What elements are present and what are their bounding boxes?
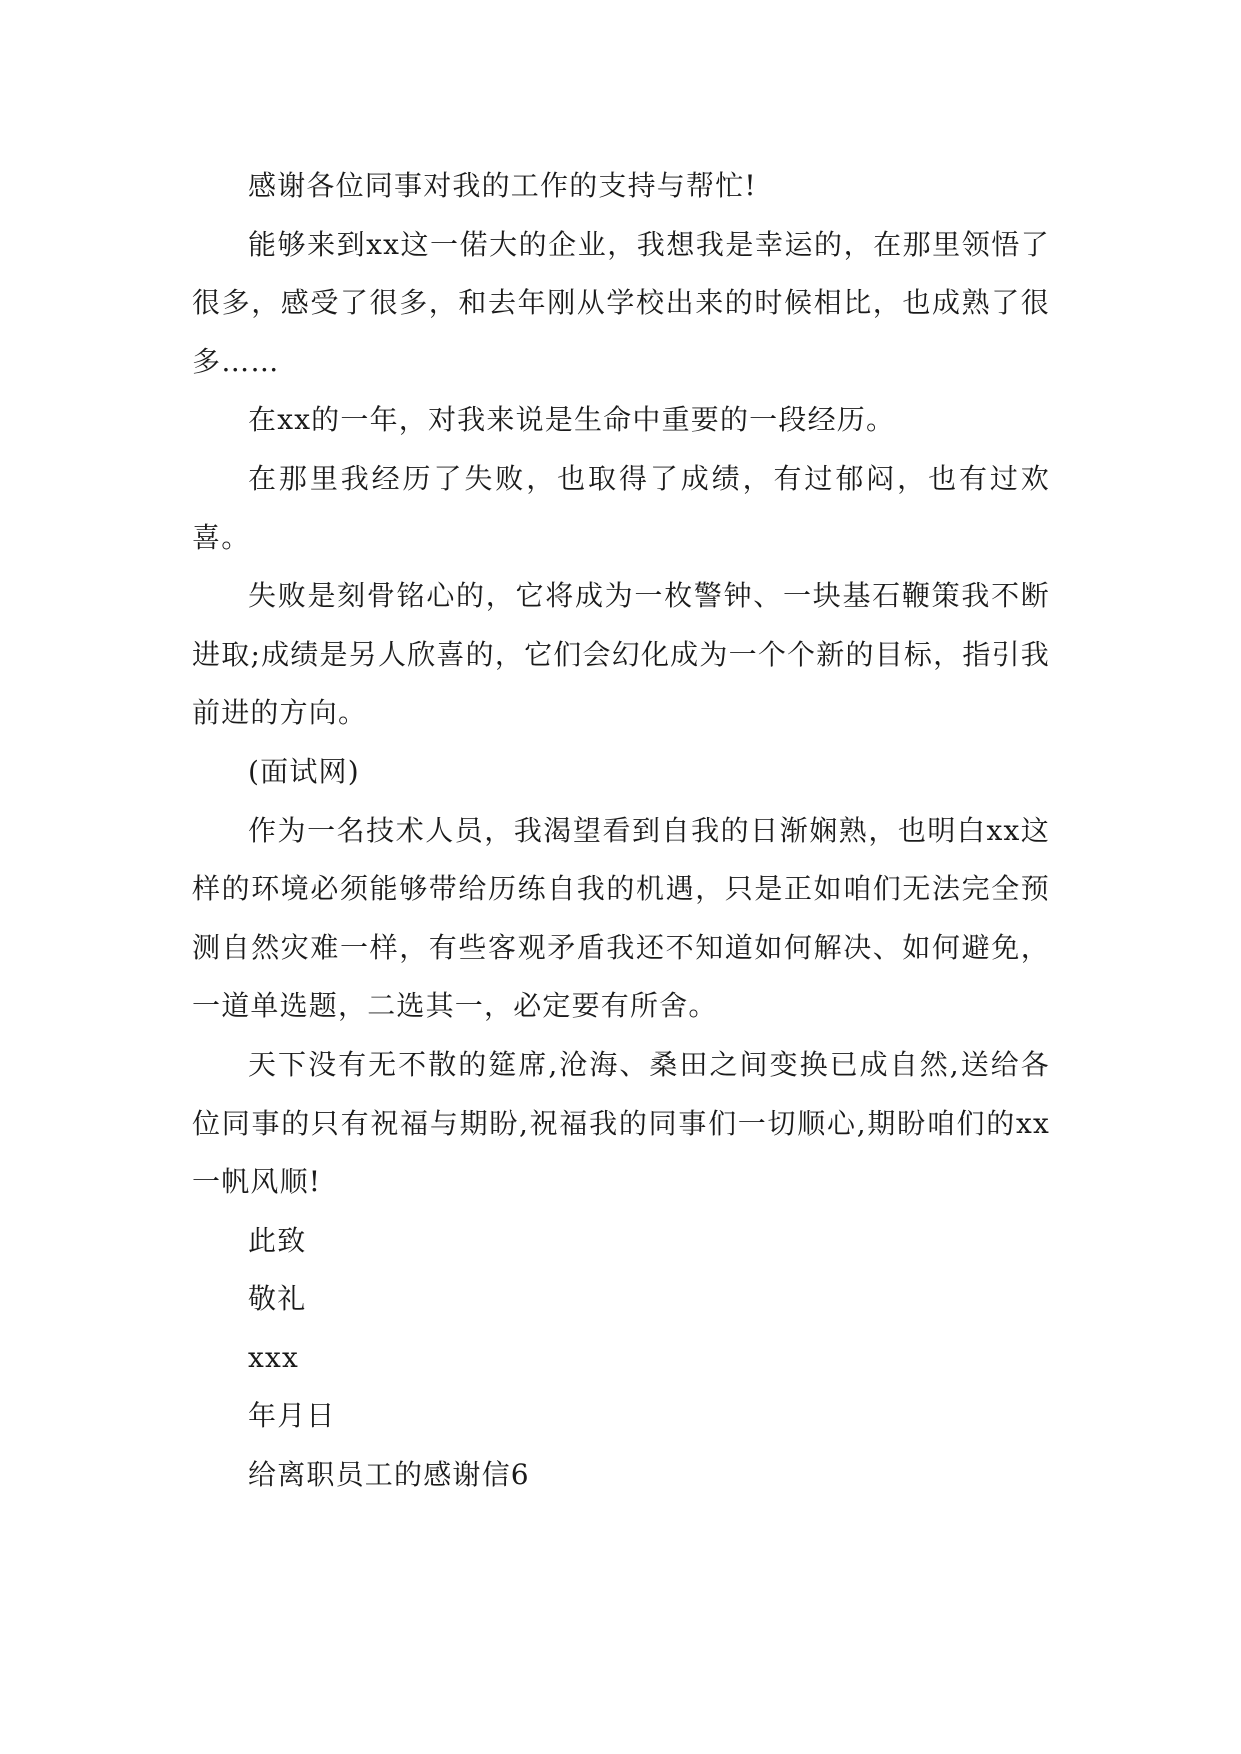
- paragraph-failure-success: 在那里我经历了失败，也取得了成绩，有过郁闷，也有过欢喜。: [192, 461, 1050, 554]
- closing-salutation-2: 敬礼: [248, 1282, 307, 1316]
- next-letter-heading: 给离职员工的感谢信6: [248, 1458, 530, 1492]
- paragraph-fortunate: 能够来到xx这一偌大的企业，我想我是幸运的，在那里领悟了很多，感受了很多，和去年刚从学校出来的时候相比，也成熟了很多……: [192, 227, 1050, 378]
- paragraph-technical-staff: 作为一名技术人员，我渴望看到自我的日渐娴熟，也明白xx这样的环境必须能够带给历练自我的机遇，只是正如咱们无法完全预测自然灾难一样，有些客观矛盾我还不知道如何解决、如何避免，一道单选题，二选其一，必定要有所舍。: [192, 813, 1050, 1023]
- date-line: 年月日: [248, 1399, 336, 1433]
- paragraph-year-experience: 在xx的一年，对我来说是生命中重要的一段经历。: [248, 403, 896, 437]
- paragraph-lessons: 失败是刻骨铭心的，它将成为一枚警钟、一块基石鞭策我不断进取;成绩是另人欣喜的，它们会幻化成为一个个新的目标，指引我前进的方向。: [192, 579, 1050, 730]
- closing-salutation-1: 此致: [248, 1223, 307, 1257]
- letter-body: [192, 157, 1050, 1505]
- paragraph-source-note: (面试网): [248, 754, 360, 788]
- signature: xxx: [248, 1340, 299, 1374]
- paragraph-farewell: 天下没有无不散的筵席,沧海、桑田之间变换已成自然,送给各位同事的只有祝福与期盼,祝福我的同事们一切顺心,期盼咱们的xx一帆风顺!: [192, 1047, 1050, 1199]
- paragraph-thanks: 感谢各位同事对我的工作的支持与帮忙!: [248, 169, 757, 202]
